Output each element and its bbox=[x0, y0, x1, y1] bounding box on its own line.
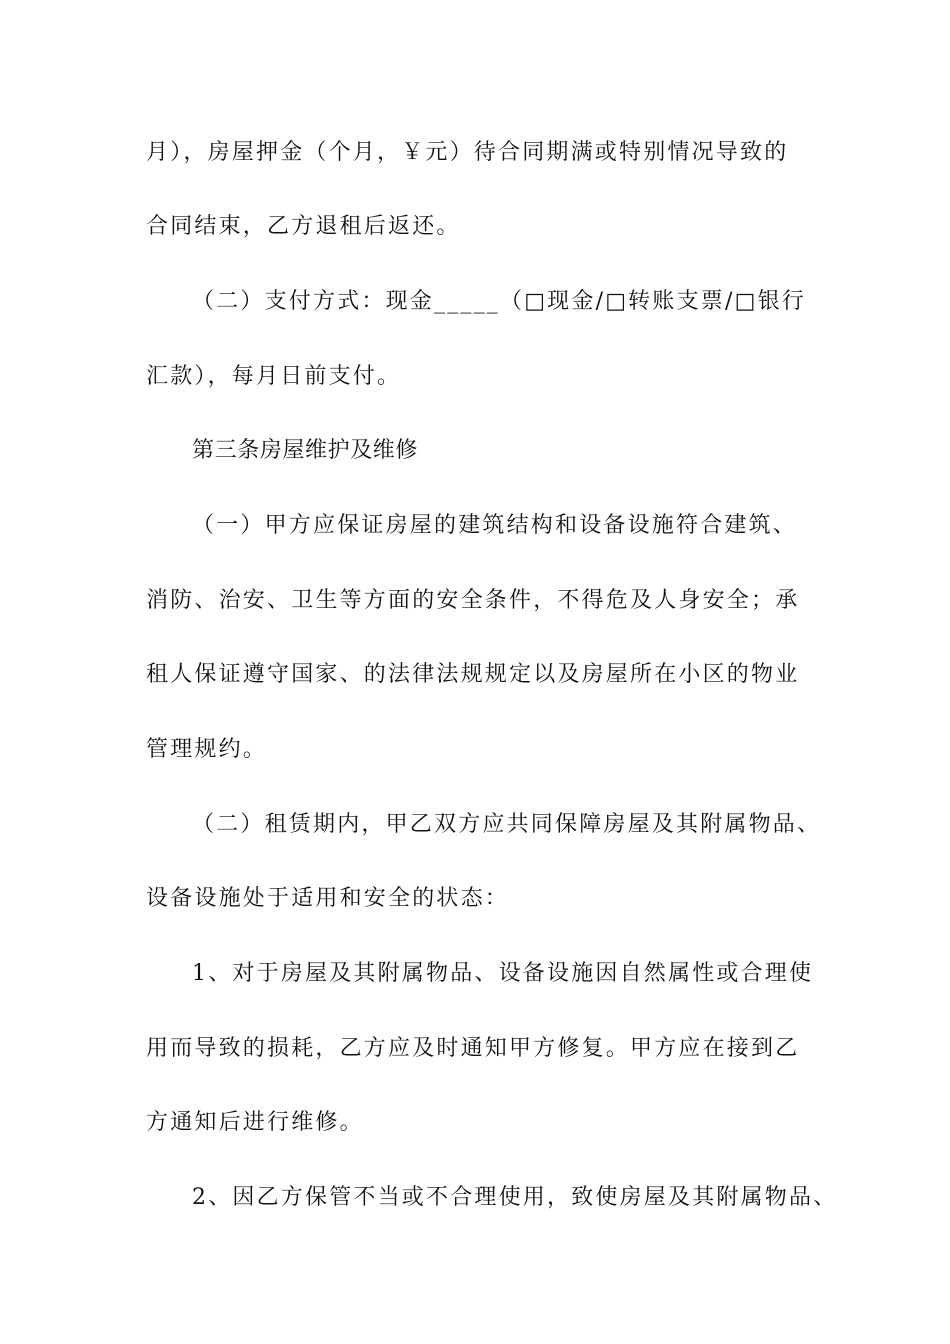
paragraph-line-12: 1、对于房屋及其附属物品、设备设施因自然属性或合理使 bbox=[192, 961, 814, 986]
paragraph-line-3: （二）支付方式：现金_____（□现金/□转账支票/□银行 bbox=[192, 289, 806, 314]
paragraph-line-13: 用而导致的损耗，乙方应及时通知甲方修复。甲方应在接到乙 bbox=[146, 1036, 800, 1061]
paragraph-line-4: 汇款），每月日前支付。 bbox=[146, 364, 402, 389]
paragraph-line-7: 消防、治安、卫生等方面的安全条件，不得危及人身安全；承 bbox=[146, 588, 800, 613]
paragraph-line-8: 租人保证遵守国家、的法律法规规定以及房屋所在小区的物业 bbox=[146, 662, 800, 687]
paragraph-line-14: 方通知后进行维修。 bbox=[146, 1110, 364, 1135]
paragraph-line-9: 管理规约。 bbox=[146, 737, 268, 762]
paragraph-line-6: （一）甲方应保证房屋的建筑结构和设备设施符合建筑、 bbox=[192, 513, 798, 538]
paragraph-line-10: （二）租赁期内，甲乙双方应共同保障房屋及其附属物品、 bbox=[192, 812, 822, 837]
paragraph-line-15: 2、因乙方保管不当或不合理使用，致使房屋及其附属物品、 bbox=[192, 1185, 838, 1210]
paragraph-line-1: 月），房屋押金（个月，￥元）待合同期满或特别情况导致的 bbox=[146, 140, 789, 165]
paragraph-line-11: 设备设施处于适用和安全的状态： bbox=[146, 886, 510, 911]
paragraph-line-2: 合同结束，乙方退租后返还。 bbox=[146, 214, 461, 239]
section-heading-article-3: 第三条房屋维护及维修 bbox=[192, 438, 419, 463]
